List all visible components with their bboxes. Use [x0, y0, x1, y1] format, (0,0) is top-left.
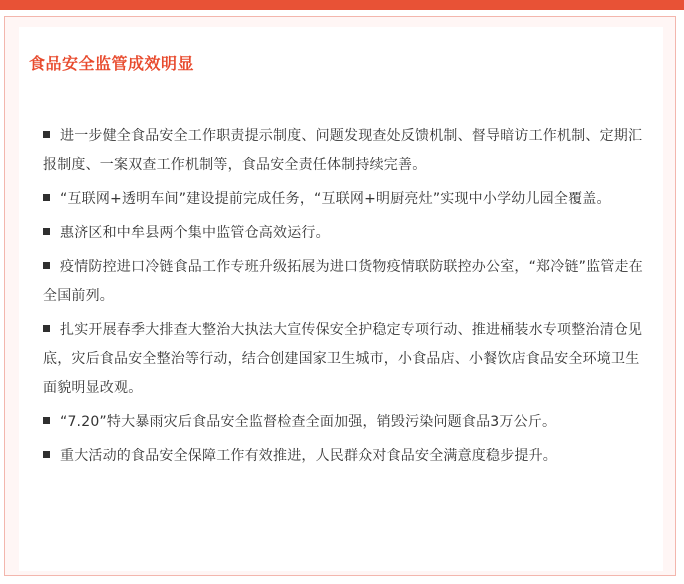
square-bullet-icon	[43, 131, 50, 138]
list-item	[43, 122, 653, 180]
list-item	[43, 253, 653, 311]
square-bullet-icon	[43, 194, 50, 201]
achievement-list	[43, 122, 653, 476]
square-bullet-icon	[43, 228, 50, 235]
list-item-text: “互联网+透明车间”建设提前完成任务，“互联网+明厨亮灶”实现中小学幼儿园全覆盖。	[60, 191, 611, 207]
list-item-text: 扎实开展春季大排查大整治大执法大宣传保安全护稳定专项行动、推进桶装水专项整治清仓见底，灾后食品安全整治等行动，结合创建国家卫生城市，小食品店、小餐饮店食品安全环境卫生面貌明显改观。	[43, 322, 643, 396]
list-item-text: 惠济区和中牟县两个集中监管仓高效运行。	[60, 225, 330, 241]
content-card	[4, 16, 676, 576]
square-bullet-icon	[43, 325, 50, 332]
list-item-text: 进一步健全食品安全工作职责提示制度、问题发现查处反馈机制、督导暗访工作机制、定期汇报制度、一案双查工作机制等，食品安全责任体制持续完善。	[43, 128, 643, 173]
list-item	[43, 408, 653, 437]
top-accent-bar	[0, 0, 684, 10]
list-item	[43, 442, 653, 471]
square-bullet-icon	[43, 262, 50, 269]
square-bullet-icon	[43, 417, 50, 424]
list-item	[43, 219, 653, 248]
square-bullet-icon	[43, 451, 50, 458]
list-item-text: 重大活动的食品安全保障工作有效推进，人民群众对食品安全满意度稳步提升。	[60, 448, 557, 464]
list-item	[43, 316, 653, 403]
list-item	[43, 185, 653, 214]
list-item-text: 疫情防控进口冷链食品工作专班升级拓展为进口货物疫情联防联控办公室，“郑冷链”监管走在全国前列。	[43, 259, 643, 304]
list-item-text: “7.20”特大暴雨灾后食品安全监督检查全面加强，销毁污染问题食品3万公斤。	[60, 414, 557, 430]
section-title: 食品安全监管成效明显	[29, 54, 195, 73]
